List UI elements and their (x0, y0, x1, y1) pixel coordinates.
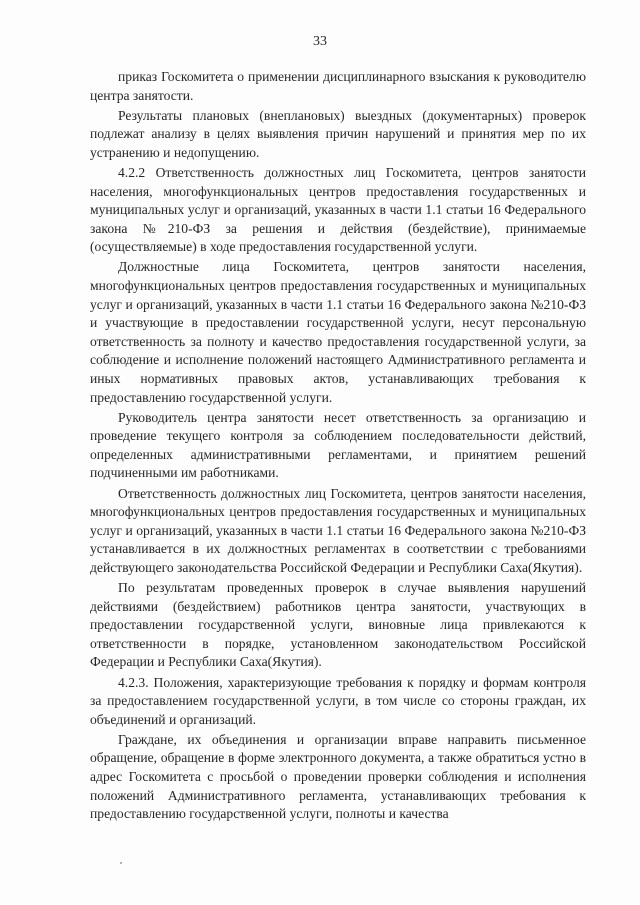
paragraph-section-4-2-2: 4.2.2 Ответственность должностных лиц Госкомитета, центров занятости населения, многофункциональных центров предоставления государственных и муниципальных услуг и организаций, указанных в части 1.1 статьи 16 Федерального закона №210-ФЗ за решения и действия (бездействие), принимаемые (осуществляемые) в ходе предоставления государственной услуги. (90, 164, 586, 255)
paragraph-officials-responsibility: Должностные лица Госкомитета, центров занятости населения, многофункциональных центров предоставления государственных и муниципальных услуг и организаций, указанных в части 1.1 статьи 16 Федерального закона №210-ФЗ и участвующие в предоставлении государственной услуги, несут персональную ответственность за полноту и качество предоставления государственной услуги, за соблюдение и исполнение положений настоящего Административного регламента и иных нормативных правовых актов, устанавливающих требования к предоставлению государственной услуги. (90, 259, 586, 405)
paragraph-section-4-2-3: 4.2.3. Положения, характеризующие требования к порядку и формам контроля за предоставлением государственной услуги, в том числе со стороны граждан, их объединений и организаций. (90, 674, 586, 727)
paragraph-disciplinary-order: приказ Госкомитета о применении дисциплинарного взыскания к руководителю центра занятости. (90, 69, 586, 103)
document-body (90, 68, 586, 825)
paragraph-citizens-appeal: Граждане, их объединения и организации вправе направить письменное обращение, обращение в форме электронного документа, а также обратиться устно в адрес Госкомитета с просьбой о проведении проверки соблюдения и исполнения положений Административного регламента, устанавливающих требования к предоставлению государственной услуги, полноты и качества (90, 731, 586, 822)
scan-speck (120, 862, 122, 864)
paragraph-responsibility-regulations: Ответственность должностных лиц Госкомитета, центров занятости населения, многофункциональных центров предоставления государственных и муниципальных услуг и организаций, указанных в части 1.1 статьи 16 Федерального закона №210-ФЗ устанавливается в их должностных регламентах в соответствии с требованиями действующего законодательства Российской Федерации и Республики Саха(Якутия). (90, 485, 586, 575)
paragraph-inspection-violations: По результатам проведенных проверок в случае выявления нарушений действиями (бездействием) работников центра занятости, участвующих в предоставлении государственной услуги, виновные лица привлекаются к ответственности в порядке, установленном законодательством Российской Федерации и Республики Саха(Якутия). (90, 580, 586, 670)
paragraph-head-responsibility: Руководитель центра занятости несет ответственность за организацию и проведение текущего контроля за соблюдением последовательности действий, определенных административными регламентами, и принятием решений подчиненными им работниками. (90, 409, 586, 481)
page-number: 33 (313, 34, 327, 49)
paragraph-inspection-results: Результаты плановых (внеплановых) выездных (документарных) проверок подлежат анализу в целях выявления причин нарушений и принятия мер по их устранению и недопущению. (90, 107, 586, 160)
